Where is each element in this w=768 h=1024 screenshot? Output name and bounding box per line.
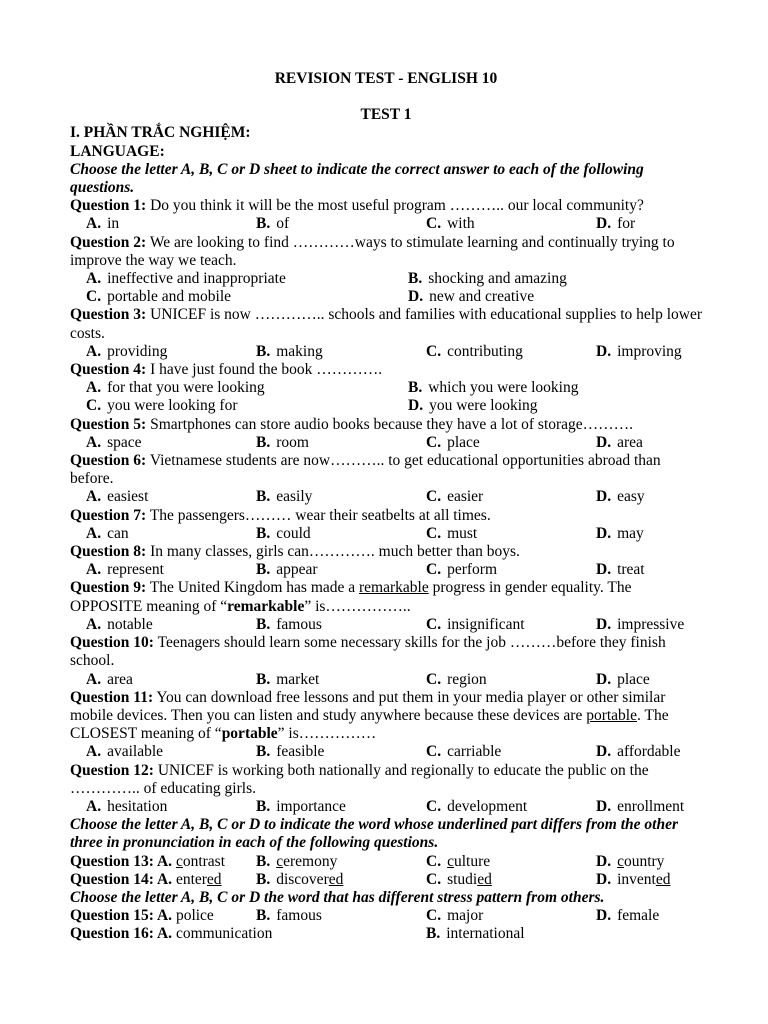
option-b[interactable]: B. making — [256, 342, 323, 360]
option-b[interactable]: B. could — [256, 524, 311, 542]
option-a[interactable]: A. can — [86, 524, 129, 542]
question-5-options — [70, 434, 702, 452]
option-b[interactable]: B. easily — [256, 488, 313, 506]
question-3: Question 3: UNICEF is now ………….. schools and families with educational supplies to help lower costs. — [70, 306, 702, 342]
language-heading: LANGUAGE: — [70, 142, 165, 160]
document-title: REVISION TEST - ENGLISH 10 — [274, 70, 498, 87]
question-8: Question 8: In many classes, girls can…………. much better than boys. — [70, 543, 520, 561]
option-c[interactable]: C. easier — [426, 488, 484, 506]
question-13 — [70, 853, 702, 871]
question-4: Question 4: I have just found the book …………. — [70, 361, 383, 379]
option-d[interactable]: D. area — [596, 433, 643, 451]
option-d[interactable]: D. for — [596, 215, 636, 233]
option-d[interactable]: D. treat — [596, 561, 645, 579]
question-3-options — [70, 343, 702, 361]
option-c[interactable]: C. must — [426, 524, 478, 542]
test-heading: TEST 1 — [360, 106, 412, 124]
option-a[interactable]: A. represent — [86, 561, 164, 579]
option-c[interactable]: C. contributing — [426, 342, 523, 360]
question-11-options — [70, 743, 702, 761]
question-12-options — [70, 798, 702, 816]
option-b[interactable]: B. room — [256, 433, 309, 451]
instruction-3: Choose the letter A, B, C or D the word that has different stress pattern from others. — [70, 888, 605, 906]
instruction-2: Choose the letter A, B, C or D to indicate the word whose underlined part differs from the other three in pronunciation in each of the following questions. — [70, 816, 678, 852]
question-8-options — [70, 561, 702, 579]
option-a[interactable]: A. notable — [86, 615, 153, 633]
question-16 — [70, 925, 702, 943]
option-a[interactable]: A. hesitation — [86, 797, 168, 815]
option-c[interactable]: C. place — [426, 433, 480, 451]
option-a[interactable]: A. available — [86, 743, 164, 761]
question-10: Question 10: Teenagers should learn some necessary skills for the job ………before they finish school. — [70, 634, 666, 670]
option-a[interactable]: Question 13: A. contrast — [70, 852, 226, 870]
option-c[interactable]: C. studied — [426, 870, 492, 888]
option-c[interactable]: C. region — [426, 670, 487, 688]
question-2-options-row1 — [70, 270, 702, 288]
underlined-word: portable — [586, 706, 637, 724]
question-7-options — [70, 525, 702, 543]
option-b[interactable]: B. international — [426, 925, 525, 943]
option-b[interactable]: B. famous — [256, 907, 322, 925]
question-6: Question 6: Vietnamese students are now……….. to get educational opportunities abroad than before. — [70, 452, 661, 488]
option-d[interactable]: D. improving — [596, 342, 682, 360]
option-b[interactable]: B. importance — [256, 797, 346, 815]
instruction-1: Choose the letter A, B, C or D sheet to indicate the correct answer to each of the following questions. — [70, 160, 644, 197]
option-d[interactable]: D. country — [596, 852, 665, 870]
question-11: Question 11: You can download free lessons and put them in your media player or other similar mobile devices. Then you can listen and study anywhere because these devices are portable. The CLOSEST meaning of “portable” is…………… — [70, 688, 669, 743]
option-a[interactable]: A. space — [86, 433, 142, 451]
option-b[interactable]: B. discovered — [256, 870, 344, 888]
option-c[interactable]: C. culture — [426, 852, 491, 870]
option-a[interactable]: A. for that you were looking — [86, 379, 265, 397]
option-b[interactable]: B. appear — [256, 561, 318, 579]
option-d[interactable]: D. invented — [596, 870, 671, 888]
option-c[interactable]: C. development — [426, 797, 528, 815]
option-a[interactable]: A. area — [86, 670, 133, 688]
option-b[interactable]: B. which you were looking — [408, 379, 579, 397]
section-heading: I. PHẦN TRẮC NGHIỆM: — [70, 124, 251, 142]
option-d[interactable]: D. you were looking — [408, 397, 538, 415]
keyword: portable — [221, 725, 278, 743]
keyword: remarkable — [227, 597, 305, 615]
option-c[interactable]: C. perform — [426, 561, 497, 579]
option-a[interactable]: Question 16: A. communication — [70, 925, 273, 943]
question-2-options-row2 — [70, 288, 702, 306]
option-b[interactable]: B. of — [256, 215, 290, 233]
question-9-options — [70, 616, 702, 634]
option-d[interactable]: D. easy — [596, 488, 645, 506]
question-14 — [70, 871, 702, 889]
option-a[interactable]: Question 14: A. entered — [70, 870, 222, 888]
option-b[interactable]: B. famous — [256, 615, 322, 633]
question-12: Question 12: UNICEF is working both nationally and regionally to educate the public on the ………….. of educating girls. — [70, 761, 649, 797]
option-d[interactable]: D. female — [596, 907, 660, 925]
option-c[interactable]: C. major — [426, 907, 484, 925]
question-5: Question 5: Smartphones can store audio books because they have a lot of storage………. — [70, 415, 634, 433]
question-9: Question 9: The United Kingdom has made a remarkable progress in gender equality. The OPPOSITE meaning of “remarkable” is…………….. — [70, 579, 632, 615]
option-d[interactable]: D. enrollment — [596, 797, 685, 815]
document-page — [70, 70, 702, 944]
option-d[interactable]: D. affordable — [596, 743, 681, 761]
option-d[interactable]: D. may — [596, 524, 644, 542]
question-10-options — [70, 671, 702, 689]
option-b[interactable]: B. ceremony — [256, 852, 338, 870]
option-c[interactable]: C. with — [426, 215, 475, 233]
question-4-options-row1 — [70, 379, 702, 397]
question-1: Question 1: Do you think it will be the most useful program ……….. our local community? — [70, 197, 644, 215]
option-c[interactable]: C. you were looking for — [86, 397, 238, 415]
question-15 — [70, 907, 702, 925]
question-7: Question 7: The passengers……… wear their seatbelts at all times. — [70, 506, 491, 524]
option-a[interactable]: A. providing — [86, 342, 168, 360]
option-d[interactable]: D. impressive — [596, 615, 685, 633]
option-b[interactable]: B. feasible — [256, 743, 325, 761]
question-6-options — [70, 488, 702, 506]
question-1-options — [70, 215, 702, 233]
option-a[interactable]: A. easiest — [86, 488, 149, 506]
option-a[interactable]: Question 15: A. police — [70, 907, 214, 925]
option-a[interactable]: A. in — [86, 215, 120, 233]
underlined-word: remarkable — [359, 579, 429, 597]
option-b[interactable]: B. market — [256, 670, 320, 688]
option-c[interactable]: C. portable and mobile — [86, 288, 232, 306]
option-d[interactable]: D. new and creative — [408, 288, 535, 306]
option-b[interactable]: B. shocking and amazing — [408, 270, 567, 288]
option-c[interactable]: C. carriable — [426, 743, 502, 761]
option-c[interactable]: C. insignificant — [426, 615, 525, 633]
option-a[interactable]: A. ineffective and inappropriate — [86, 270, 286, 288]
question-4-options-row2 — [70, 397, 702, 415]
question-2: Question 2: We are looking to find …………ways to stimulate learning and continually trying to improve the way we teach. — [70, 233, 675, 269]
option-d[interactable]: D. place — [596, 670, 650, 688]
